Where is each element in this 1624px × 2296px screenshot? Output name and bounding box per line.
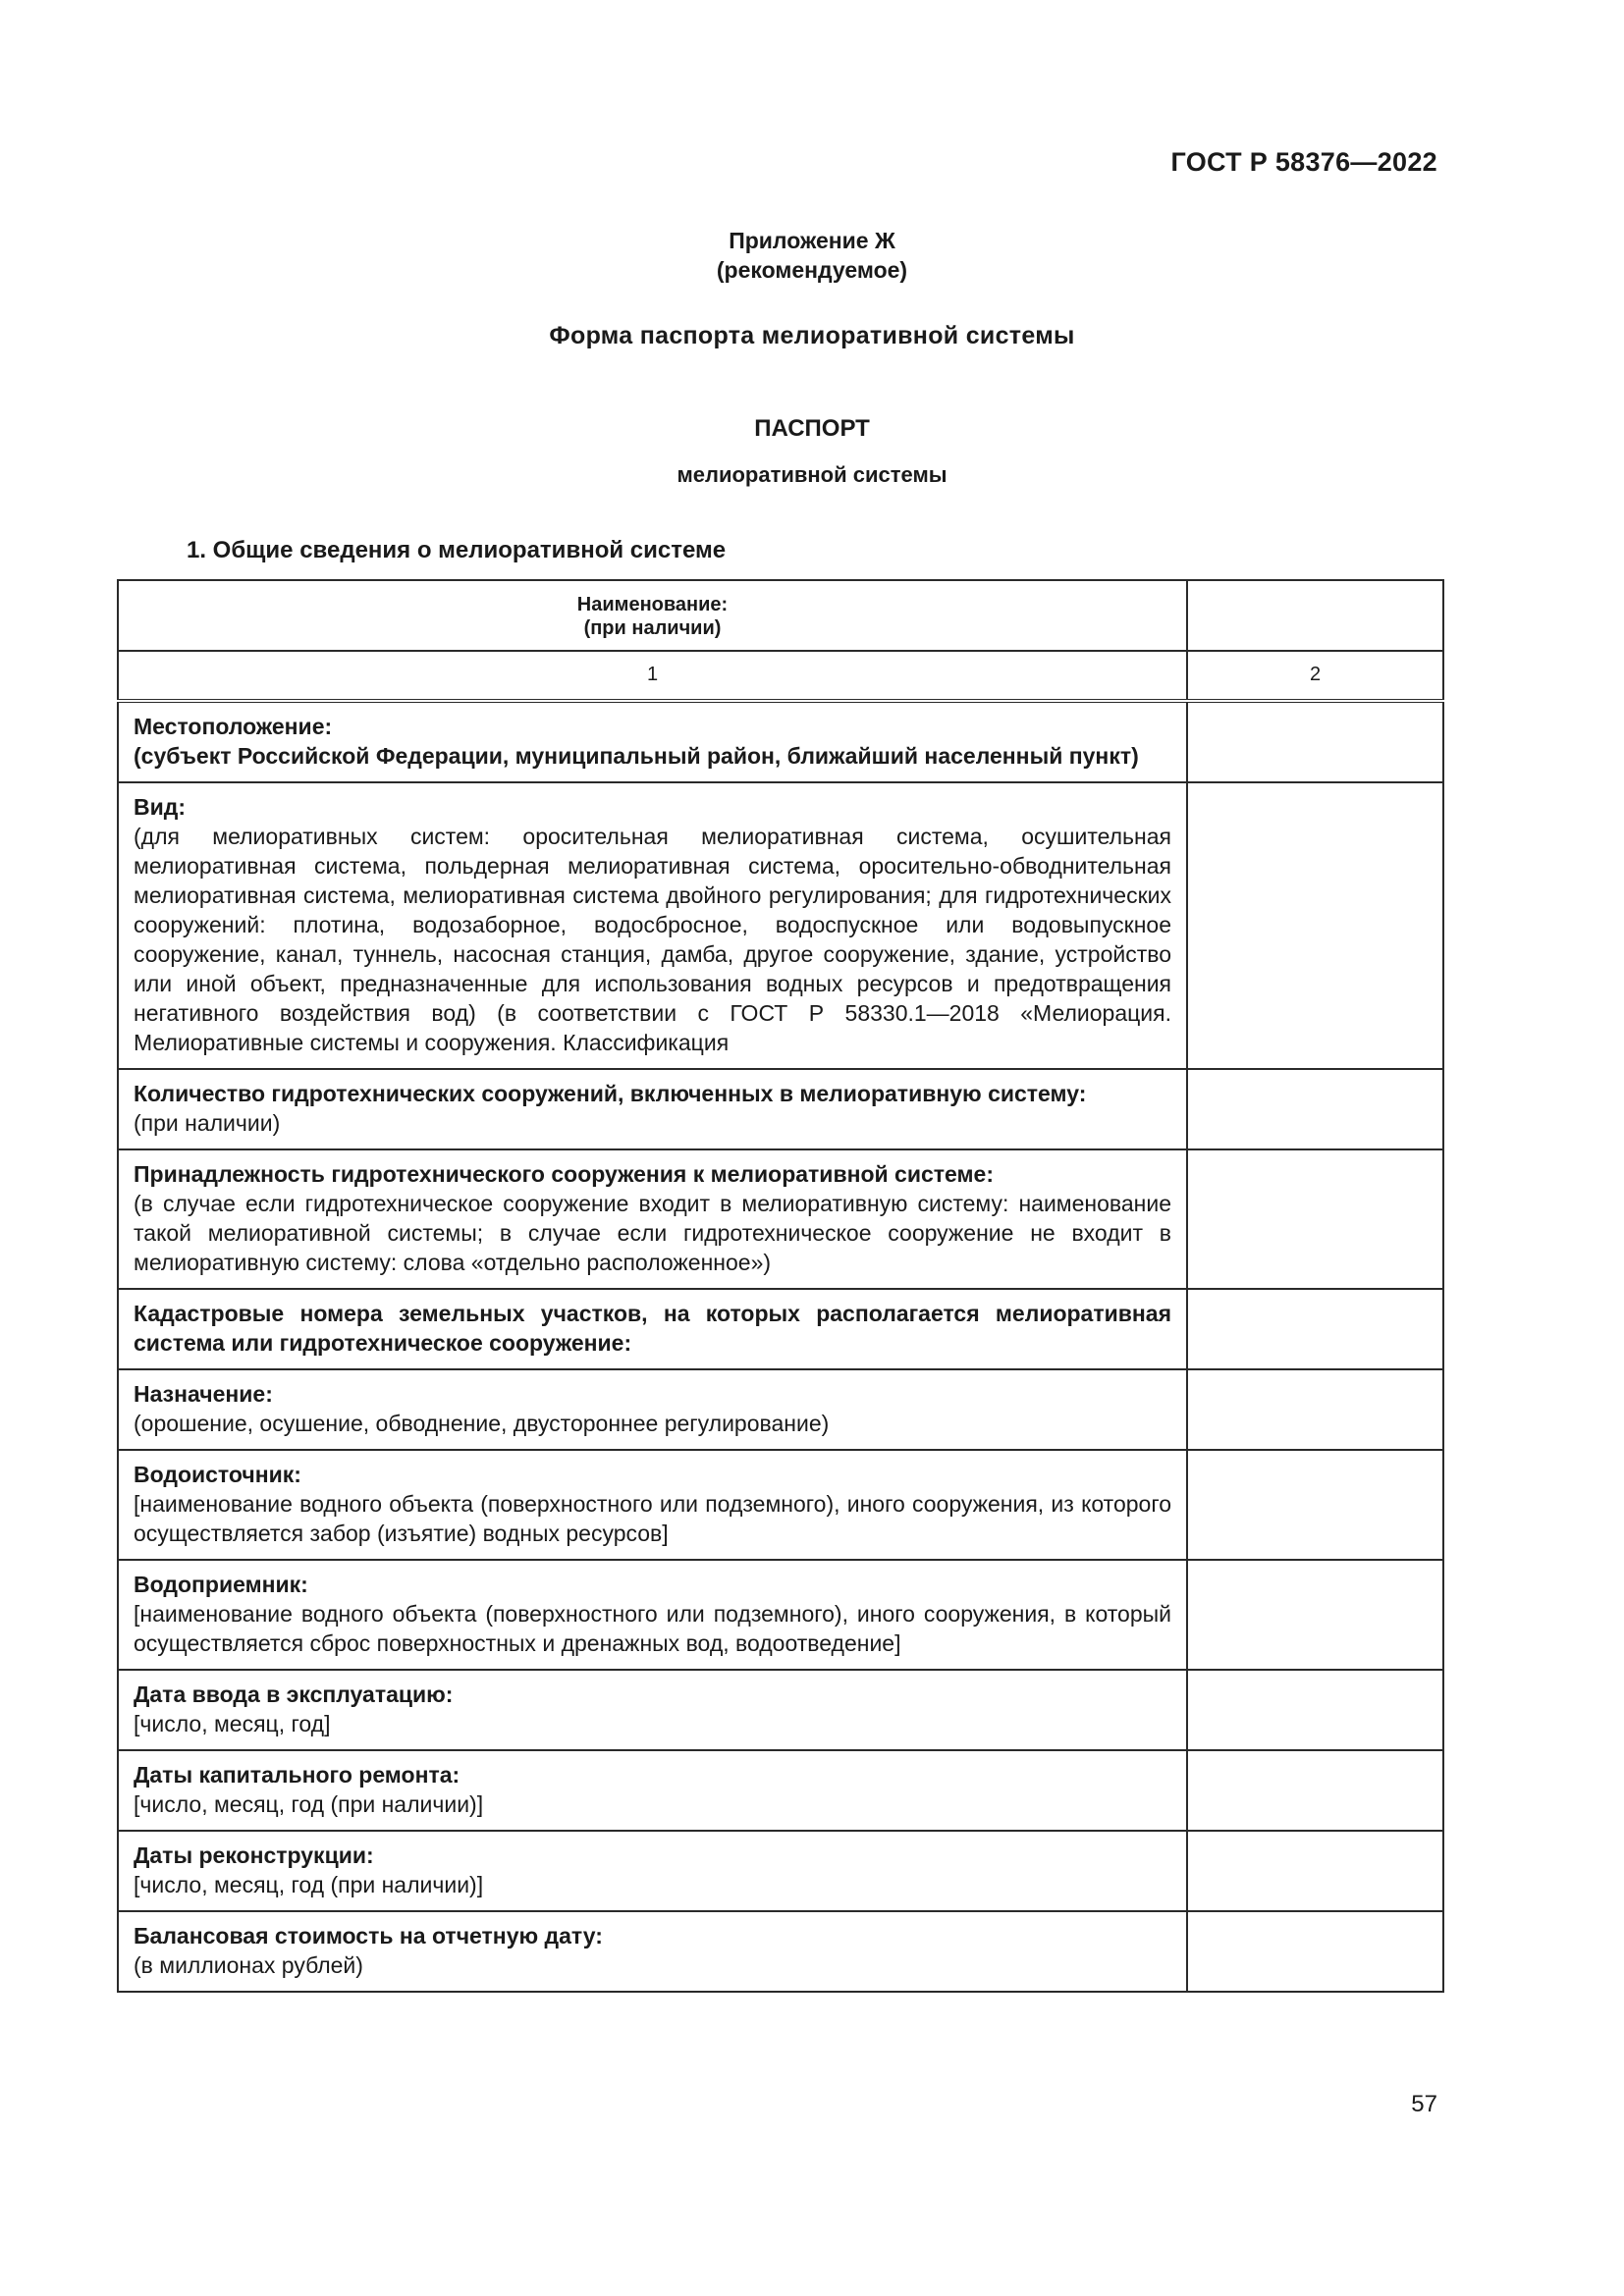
table-row: [118, 1450, 1443, 1560]
field-label: Принадлежность гидротехнического сооружения к мелиоративной системе:: [134, 1161, 994, 1187]
document-code: ГОСТ Р 58376—2022: [1170, 147, 1437, 177]
table-row: [118, 1289, 1443, 1369]
field-label-cell: [118, 1369, 1187, 1450]
field-description: [число, месяц, год (при наличии)]: [134, 1872, 484, 1897]
field-value-cell[interactable]: [1187, 1831, 1443, 1911]
column-number-2: 2: [1187, 651, 1443, 701]
field-description: (субъект Российской Федерации, муниципальный район, ближайший населенный пункт): [134, 743, 1139, 769]
table-header-row: [118, 580, 1443, 651]
header-name-label: Наименование:: [576, 594, 729, 615]
field-label: Дата ввода в эксплуатацию:: [134, 1682, 454, 1707]
field-description: (для мелиоративных систем: оросительная мелиоративная система, осушительная мелиоративная система, польдерная мелиоративная система, оросительно-обводнительная мелиоративная система, мелиоративная система двойного регулирования; для гидротехнических сооружений: плотина, водозаборное, водосбросное, водоспускное или водовыпускное сооружение, канал, туннель, насосная станция, дамба, другое сооружение, здание, устройство или иной объект, предназначенные для использования водных ресурсов и предотвращения негативного воздействия вод) (в соответствии с ГОСТ Р 58330.1—2018 «Мелиорация. Мелиоративные системы и сооружения. Классификация: [134, 824, 1171, 1055]
field-label-cell: [118, 1750, 1187, 1831]
table-row: [118, 782, 1443, 1069]
field-label: Балансовая стоимость на отчетную дату:: [134, 1923, 603, 1949]
table-row: [118, 1750, 1443, 1831]
table-row: [118, 1149, 1443, 1289]
appendix-subtitle: (рекомендуемое): [716, 257, 908, 283]
header-name-note: (при наличии): [583, 617, 722, 639]
field-label: Кадастровые номера земельных участков, на которых располагается мелиоративная система или гидротехническое сооружение:: [134, 1301, 1171, 1356]
field-label-cell: [118, 1911, 1187, 1992]
field-description: [число, месяц, год]: [134, 1711, 331, 1736]
field-value-cell[interactable]: [1187, 1149, 1443, 1289]
field-description: (орошение, осушение, обводнение, двустороннее регулирование): [134, 1411, 830, 1436]
field-label: Назначение:: [134, 1381, 273, 1407]
field-value-cell[interactable]: [1187, 1369, 1443, 1450]
field-label-cell: [118, 1670, 1187, 1750]
field-value-cell[interactable]: [1187, 782, 1443, 1069]
passport-table: [117, 579, 1444, 1993]
column-number-1: 1: [118, 651, 1187, 701]
page-number: 57: [1411, 2091, 1437, 2117]
table-row: [118, 1560, 1443, 1670]
field-label-cell: [118, 782, 1187, 1069]
section-heading: 1. Общие сведения о мелиоративной системе: [187, 537, 727, 563]
field-description: [наименование водного объекта (поверхностного или подземного), иного сооружения, в который осуществляется сброс поверхностных и дренажных вод, водоотведение]: [134, 1601, 1171, 1656]
field-label-cell: [118, 1450, 1187, 1560]
table-row: [118, 1670, 1443, 1750]
field-label: Местоположение:: [134, 714, 333, 739]
field-label: Водоисточник:: [134, 1462, 301, 1487]
table-row: [118, 1069, 1443, 1149]
field-value-cell[interactable]: [1187, 1670, 1443, 1750]
field-label-cell: [118, 701, 1187, 782]
header-cell-name: [118, 580, 1187, 651]
field-value-cell[interactable]: [1187, 701, 1443, 782]
table-row: [118, 1369, 1443, 1450]
header-cell-value[interactable]: [1187, 580, 1443, 651]
field-description: (в случае если гидротехническое сооружение входит в мелиоративную систему: наименование такой мелиоративной системы; в случае если гидротехническое сооружение не входит в мелиоративную систему: слова «отдельно расположенное»): [134, 1191, 1171, 1275]
table-row: [118, 1911, 1443, 1992]
field-description: [число, месяц, год (при наличии)]: [134, 1791, 484, 1817]
table-number-row: [118, 651, 1443, 701]
form-title: Форма паспорта мелиоративной системы: [549, 322, 1075, 349]
appendix-title: Приложение Ж: [729, 228, 895, 253]
field-description: (при наличии): [134, 1110, 281, 1136]
field-label: Даты реконструкции:: [134, 1842, 374, 1868]
field-label-cell: [118, 1149, 1187, 1289]
field-label: Вид:: [134, 794, 187, 820]
passport-subtitle: мелиоративной системы: [677, 462, 947, 487]
field-description: [наименование водного объекта (поверхностного или подземного), иного сооружения, из которого осуществляется забор (изъятие) водных ресурсов]: [134, 1491, 1171, 1546]
table-row: [118, 1831, 1443, 1911]
field-label-cell: [118, 1831, 1187, 1911]
passport-title: ПАСПОРТ: [754, 415, 870, 442]
field-value-cell[interactable]: [1187, 1750, 1443, 1831]
field-value-cell[interactable]: [1187, 1911, 1443, 1992]
field-label-cell: [118, 1289, 1187, 1369]
field-value-cell[interactable]: [1187, 1560, 1443, 1670]
field-value-cell[interactable]: [1187, 1289, 1443, 1369]
table-row: [118, 701, 1443, 782]
field-label: Водоприемник:: [134, 1572, 308, 1597]
field-label-cell: [118, 1560, 1187, 1670]
field-label: Даты капитального ремонта:: [134, 1762, 460, 1788]
field-label: Количество гидротехнических сооружений, включенных в мелиоративную систему:: [134, 1081, 1087, 1106]
field-label-cell: [118, 1069, 1187, 1149]
field-value-cell[interactable]: [1187, 1069, 1443, 1149]
field-description: (в миллионах рублей): [134, 1952, 363, 1978]
field-value-cell[interactable]: [1187, 1450, 1443, 1560]
